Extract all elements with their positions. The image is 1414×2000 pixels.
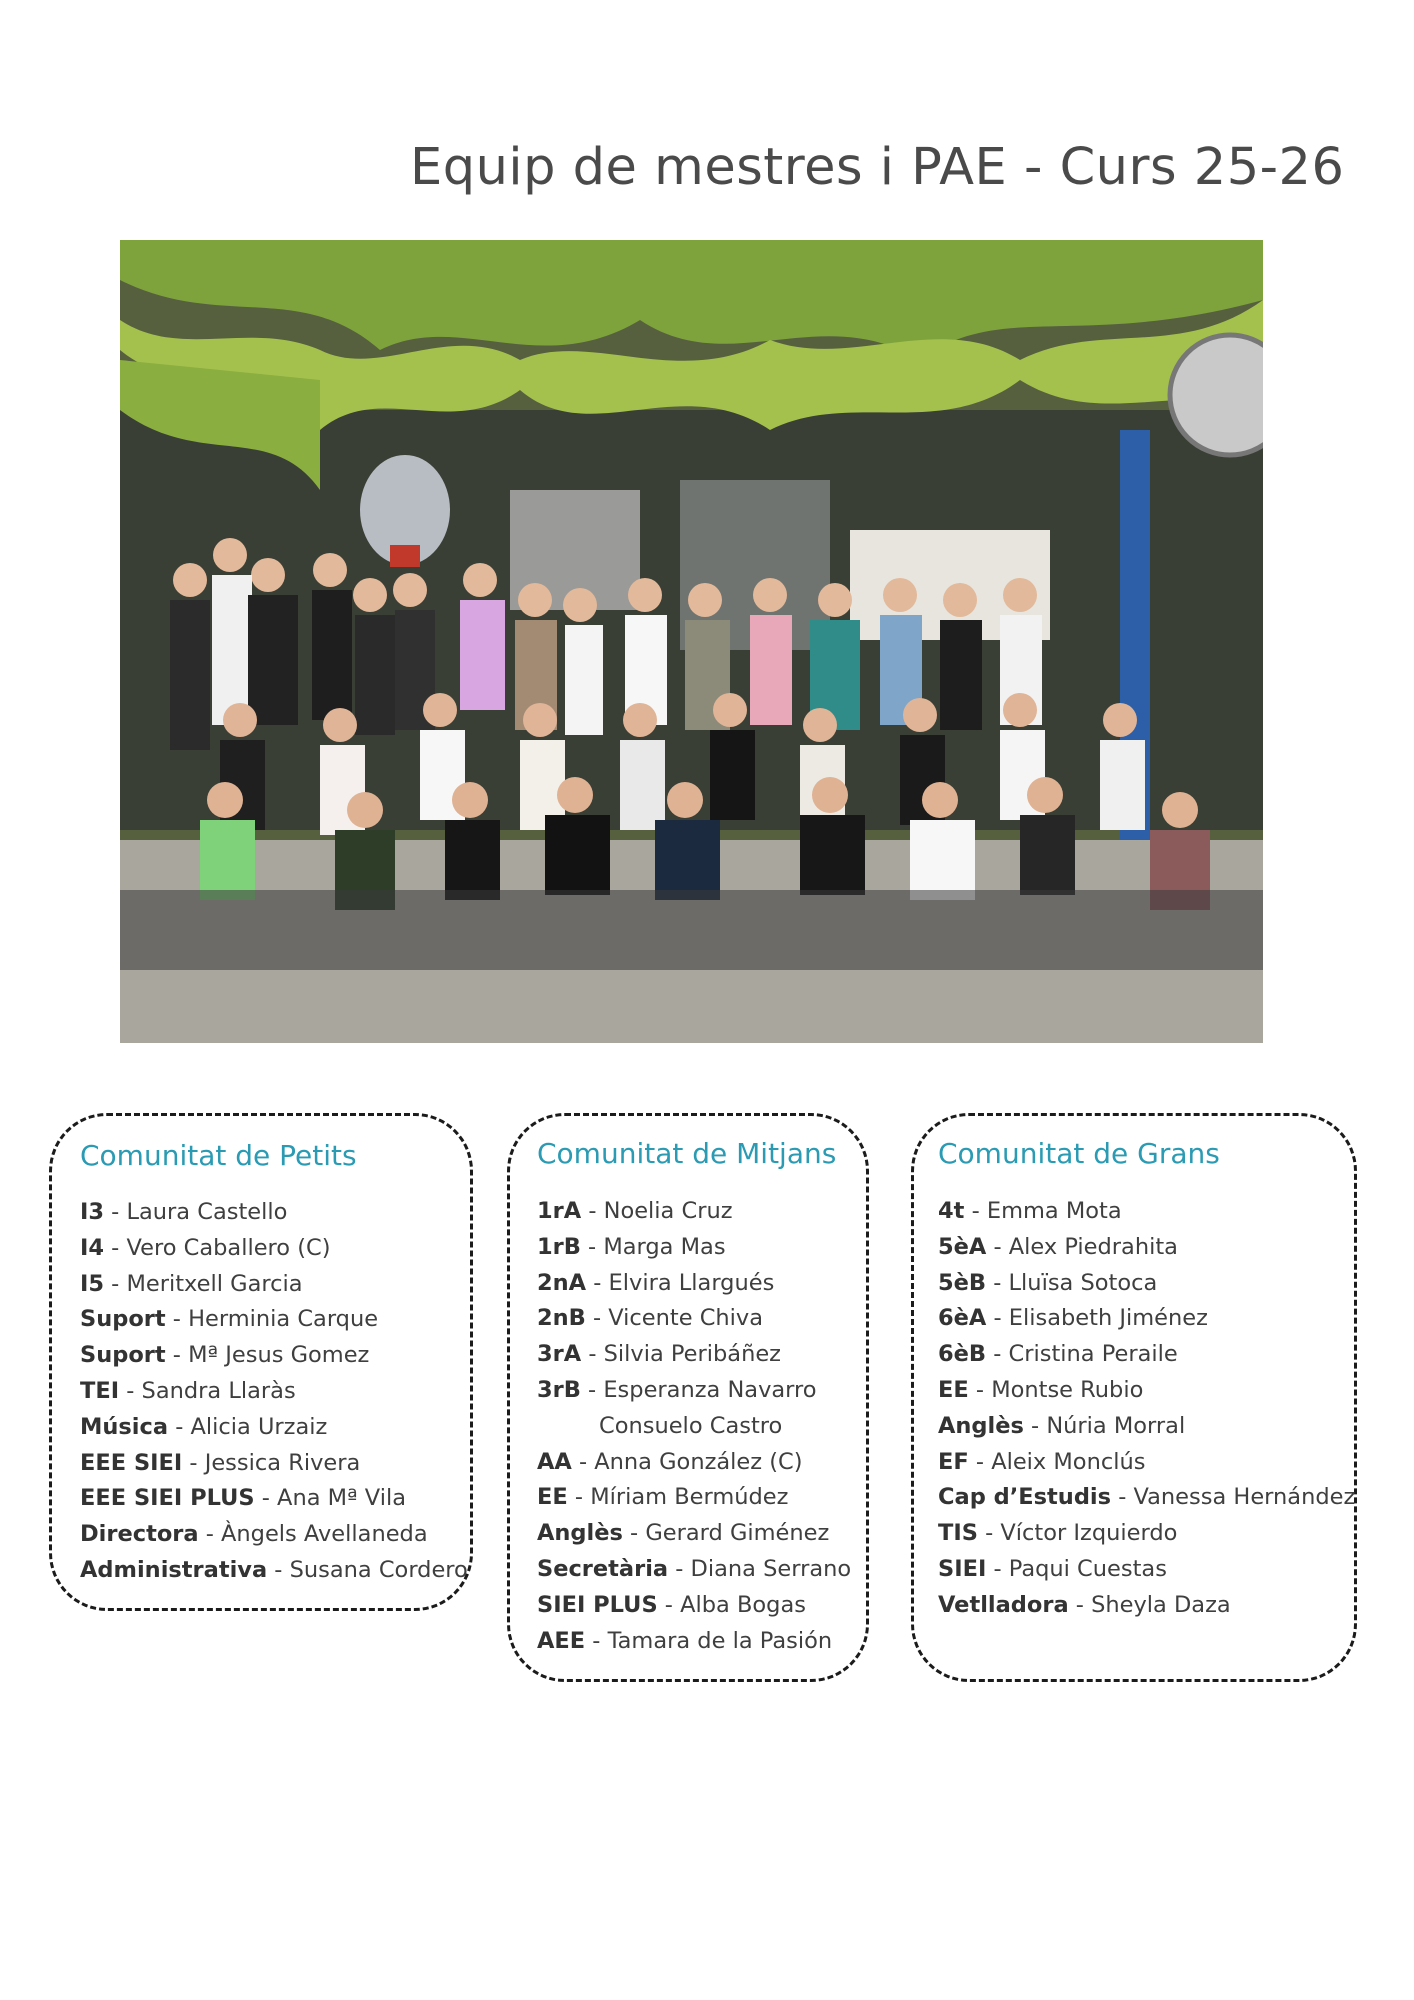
list-item: Secretària - Diana Serrano [537, 1555, 852, 1582]
list-item: 2nA - Elvira Llargués [537, 1269, 775, 1296]
list-item: 5èB - Lluïsa Sotoca [938, 1269, 1158, 1296]
page-title: Equip de mestres i PAE - Curs 25-26 [410, 138, 1345, 198]
list-item: Consuelo Castro [599, 1412, 783, 1439]
list-item: 2nB - Vicente Chiva [537, 1305, 764, 1332]
group-photo [120, 240, 1263, 1043]
list-item: TIS - Víctor Izquierdo [938, 1520, 1178, 1547]
list-item: SIEI PLUS - Alba Bogas [537, 1591, 806, 1618]
community-list-petits [80, 1195, 468, 1589]
list-item: Administrativa - Susana Cordero [80, 1556, 468, 1583]
list-item: Vetlladora - Sheyla Daza [938, 1591, 1231, 1618]
group-photo-illustration [120, 240, 1263, 1043]
list-item: SIEI - Paqui Cuestas [938, 1555, 1167, 1582]
list-item: I3 - Laura Castello [80, 1199, 288, 1225]
list-item: AA - Anna González (C) [537, 1448, 803, 1475]
list-item: 4t - Emma Mota [938, 1198, 1122, 1224]
list-item: I5 - Meritxell Garcia [80, 1270, 303, 1297]
list-item: 3rB - Esperanza Navarro [537, 1376, 817, 1403]
list-item: TEI - Sandra Llaràs [80, 1377, 296, 1404]
list-item: Suport - Herminia Carque [80, 1306, 379, 1333]
list-item: EF - Aleix Monclús [938, 1448, 1146, 1475]
list-item: 6èB - Cristina Peraile [938, 1341, 1178, 1368]
list-item: EEE SIEI PLUS - Ana Mª Vila [80, 1485, 406, 1512]
community-list-mitjans [537, 1194, 851, 1659]
list-item: AEE - Tamara de la Pasión [537, 1627, 833, 1654]
list-item: Directora - Àngels Avellaneda [80, 1521, 428, 1548]
list-item: 1rB - Marga Mas [537, 1233, 726, 1260]
community-title-grans: Comunitat de Grans [938, 1137, 1220, 1170]
list-item: 5èA - Alex Piedrahita [938, 1233, 1178, 1260]
community-title-mitjans: Comunitat de Mitjans [537, 1137, 837, 1170]
list-item: Anglès - Núria Morral [938, 1412, 1186, 1439]
community-list-grans [938, 1194, 1355, 1624]
list-item: EE - Míriam Bermúdez [537, 1484, 789, 1511]
community-title-petits: Comunitat de Petits [80, 1139, 357, 1172]
list-item: 1rA - Noelia Cruz [537, 1198, 733, 1224]
list-item: EEE SIEI - Jessica Rivera [80, 1449, 361, 1476]
list-item: 6èA - Elisabeth Jiménez [938, 1305, 1208, 1332]
list-item: Cap d’Estudis - Vanessa Hernández [938, 1484, 1356, 1511]
list-item: Anglès - Gerard Giménez [537, 1520, 830, 1547]
list-item: Música - Alicia Urzaiz [80, 1413, 328, 1440]
list-item: Suport - Mª Jesus Gomez [80, 1342, 370, 1369]
list-item: I4 - Vero Caballero (C) [80, 1234, 331, 1261]
list-item: 3rA - Silvia Peribáñez [537, 1341, 781, 1368]
list-item: EE - Montse Rubio [938, 1376, 1144, 1403]
